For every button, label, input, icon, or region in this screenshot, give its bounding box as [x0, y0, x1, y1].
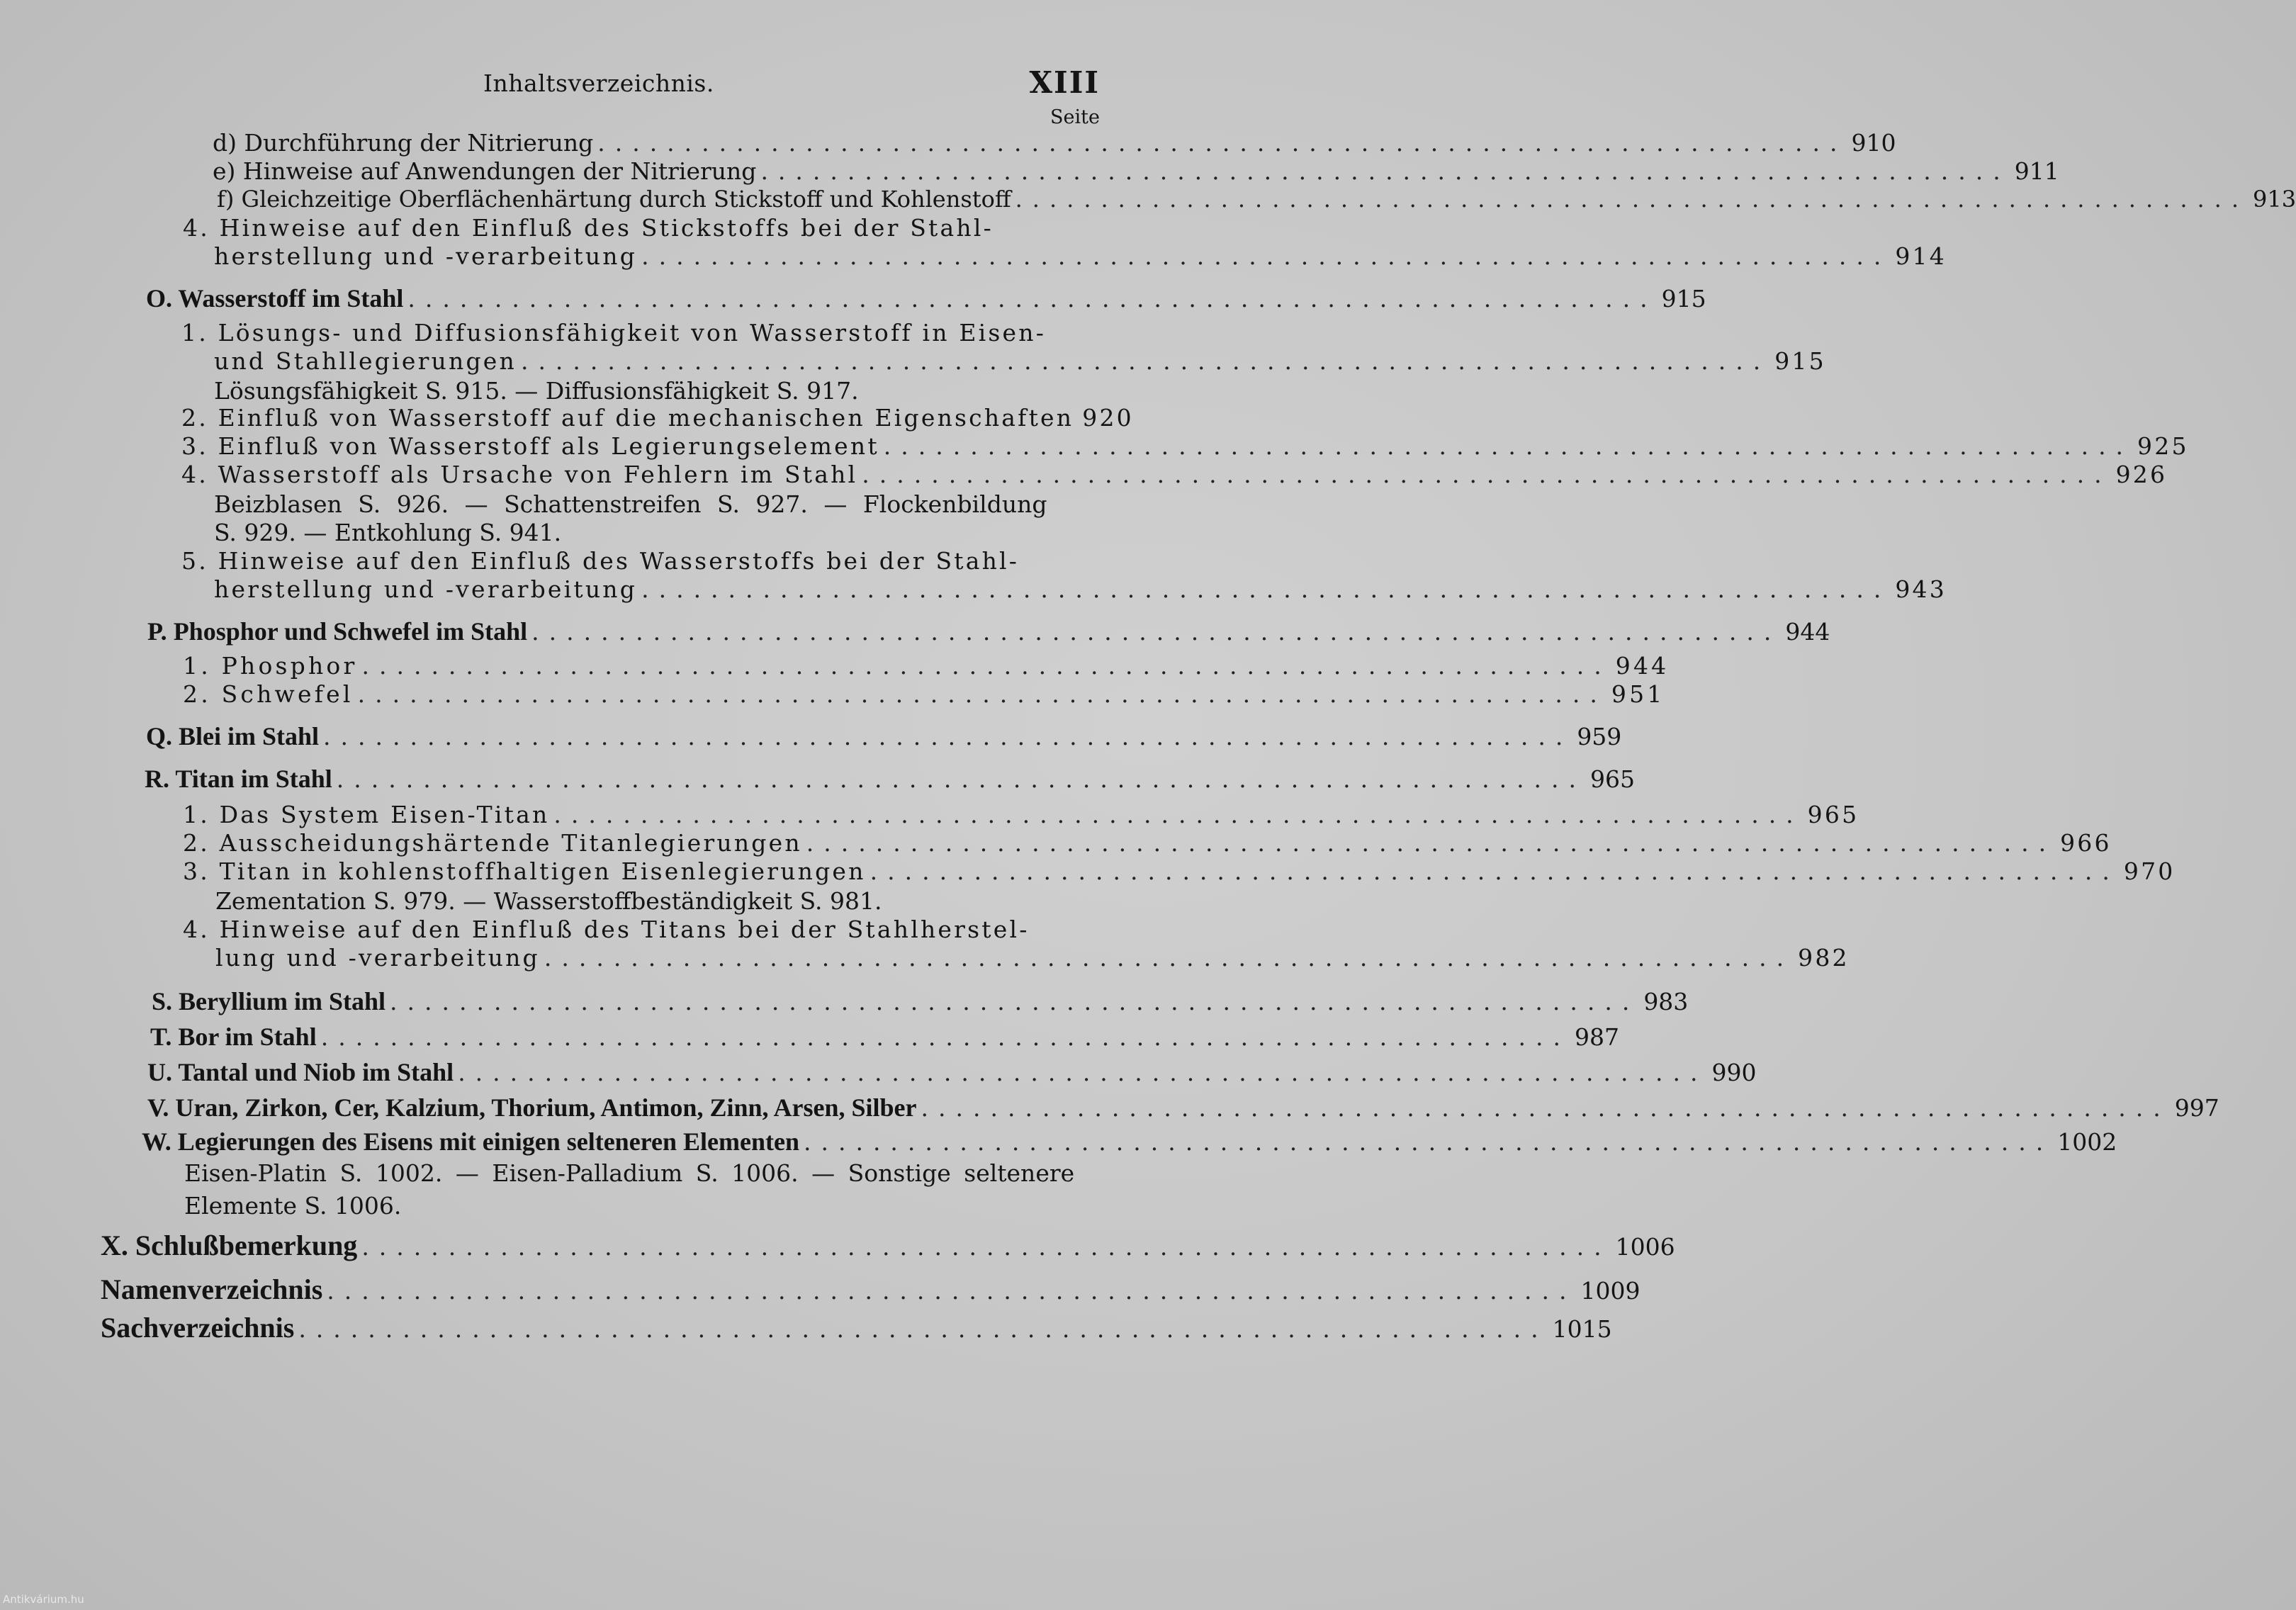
- page-ref: 926: [2115, 461, 2168, 488]
- dot-leader: ........................................................................: [553, 801, 1803, 828]
- page-ref: 965: [1590, 765, 1636, 793]
- dot-leader: ........................................................................: [1015, 186, 2249, 213]
- page-ref: 1015: [1552, 1315, 1612, 1343]
- toc-entry: f) Gleichzeitige Oberflächenhärtung durch Stickstoff und Kohlenstoff ........................................................................ 913: [217, 186, 2296, 213]
- toc-section: V. Uran, Zirkon, Cer, Kalzium, Thorium, Antimon, Zinn, Arsen, Silber ........................................................................ 997: [147, 1093, 2219, 1122]
- page-ref: 1009: [1580, 1277, 1641, 1305]
- toc-section: O. Wasserstoff im Stahl ........................................................................ 915: [146, 284, 1706, 313]
- toc-section: [101, 1311, 1612, 1344]
- toc-entry: 1. Phosphor ........................................................................ 944: [183, 652, 1670, 680]
- dot-leader: ........................................................................: [544, 944, 1794, 972]
- section-title: Tantal und Niob im Stahl: [178, 1058, 454, 1086]
- toc-entry: [215, 944, 1850, 972]
- page-ref: 925: [2137, 432, 2189, 460]
- toc-entry-line: 1. Lösungs- und Diffusionsfähigkeit von Wasserstoff in Eisen-: [181, 319, 1047, 347]
- toc-entry-line: 4. Hinweise auf den Einfluß des Stickstoffs bei der Stahl-: [183, 214, 994, 242]
- page-ref: 915: [1661, 285, 1706, 313]
- dot-leader: ........................................................................: [361, 1233, 1611, 1261]
- entry-title: Ausscheidungshärtende Titanlegierungen: [219, 829, 802, 857]
- dot-leader: ........................................................................: [803, 1128, 2054, 1156]
- entry-title: und Stahllegierungen: [214, 347, 517, 375]
- page-number: XIII: [1029, 65, 1100, 100]
- toc-section: S. Beryllium im Stahl ........................................................................ 983: [152, 987, 1689, 1015]
- dot-leader: ........................................................................: [883, 432, 2134, 460]
- subtopics-line: Beizblasen S. 926. — Schattenstreifen S. 927. — Flockenbildung: [214, 490, 1047, 518]
- page-ref: 1002: [2057, 1128, 2117, 1156]
- entry-title: Titan in kohlenstoffhaltigen Eisenlegierungen: [219, 857, 866, 885]
- watermark: Antikvárium.hu: [3, 1593, 84, 1606]
- page-ref: 910: [1851, 129, 1896, 157]
- dot-leader: ........................................................................: [870, 857, 2120, 885]
- page-ref: 1006: [1615, 1233, 1675, 1261]
- page-ref: 914: [1895, 242, 1947, 270]
- toc-entry: d) Durchführung der Nitrierung ........................................................................ 910: [213, 129, 1896, 157]
- dot-leader: ........................................................................: [320, 1023, 1570, 1051]
- toc-entry: [214, 575, 1947, 603]
- dot-leader: ........................................................................: [806, 829, 2056, 857]
- seite-column-label: Seite: [1050, 106, 1100, 128]
- section-title: Namenverzeichnis: [101, 1273, 323, 1305]
- section-title: Titan im Stahl: [175, 765, 332, 793]
- dot-leader: ........................................................................: [862, 461, 2112, 488]
- toc-entry: 2. Schwefel ........................................................................ 951: [183, 680, 1665, 708]
- dot-leader: ........................................................................: [921, 1094, 2171, 1122]
- subtopics-line: Lösungsfähigkeit S. 915. — Diffusionsfähigkeit S. 917.: [214, 377, 859, 405]
- dot-leader: ........................................................................: [458, 1059, 1708, 1086]
- toc-entry: 2. Einfluß von Wasserstoff auf die mechanischen Eigenschaften 920: [181, 404, 1134, 432]
- section-title: Sachverzeichnis: [101, 1312, 295, 1344]
- running-title: Inhaltsverzeichnis.: [483, 69, 714, 97]
- dot-leader: ........................................................................: [357, 680, 1607, 708]
- toc-entry: e) Hinweise auf Anwendungen der Nitrierung ........................................................................ 911: [213, 157, 2059, 185]
- toc-entry: 1. Das System Eisen-Titan ........................................................................ 965: [183, 801, 1859, 828]
- toc-entry: 4. Wasserstoff als Ursache von Fehlern im Stahl ........................................................................ 926: [181, 461, 2168, 488]
- dot-leader: ........................................................................: [336, 765, 1587, 793]
- entry-title: lung und -verarbeitung: [215, 944, 540, 972]
- dot-leader: ........................................................................: [390, 988, 1640, 1015]
- subtopics-line: Zementation S. 979. — Wasserstoffbeständigkeit S. 981.: [215, 887, 882, 915]
- subtopics-line: S. 929. — Entkohlung S. 941.: [214, 519, 562, 546]
- toc-entry-line: 4. Hinweise auf den Einfluß des Titans bei der Stahlherstel-: [183, 916, 1030, 943]
- page-ref: 959: [1577, 723, 1622, 750]
- page-ref: 920: [1082, 404, 1134, 432]
- page-ref: 987: [1574, 1023, 1619, 1051]
- entry-title: Das System Eisen-Titan: [219, 801, 550, 828]
- page-ref: 983: [1643, 988, 1689, 1015]
- page-ref: 997: [2174, 1094, 2219, 1122]
- page-ref: 944: [1615, 652, 1670, 680]
- section-title: Blei im Stahl: [179, 722, 320, 750]
- toc-entry: 3. Titan in kohlenstoffhaltigen Eisenlegierungen ........................................................................ 970: [183, 857, 2176, 885]
- section-title: Wasserstoff im Stahl: [178, 284, 404, 313]
- page-ref: 970: [2123, 857, 2176, 885]
- entry-title: Phosphor: [221, 652, 358, 680]
- toc-entry-line: 5. Hinweise auf den Einfluß des Wasserstoffs bei der Stahl-: [181, 547, 1020, 575]
- entry-title: herstellung und -verarbeitung: [214, 575, 638, 603]
- dot-leader: ........................................................................: [531, 618, 1782, 646]
- entry-title: Einfluß von Wasserstoff auf die mechanischen Eigenschaften: [218, 404, 1074, 432]
- entry-title: Schwefel: [221, 680, 354, 708]
- toc-section: P. Phosphor und Schwefel im Stahl ........................................................................ 944: [147, 617, 1830, 646]
- dot-leader: ........................................................................: [327, 1277, 1577, 1305]
- page-ref: 911: [2014, 157, 2059, 185]
- entry-title: Gleichzeitige Oberflächenhärtung durch Stickstoff und Kohlenstoff: [241, 186, 1011, 213]
- section-title: Schlußbemerkung: [135, 1229, 358, 1261]
- dot-leader: ........................................................................: [760, 157, 2010, 185]
- dot-leader: ........................................................................: [361, 652, 1611, 680]
- dot-leader: ........................................................................: [323, 723, 1573, 750]
- dot-leader: ........................................................................: [298, 1315, 1548, 1343]
- page-ref: 943: [1895, 575, 1947, 603]
- page-ref: 944: [1785, 618, 1830, 646]
- entry-title: Wasserstoff als Ursache von Fehlern im Stahl: [218, 461, 858, 488]
- page-header: [0, 65, 1208, 105]
- entry-title: Durchführung der Nitrierung: [244, 129, 594, 157]
- section-title: Legierungen des Eisens mit einigen selteneren Elementen: [177, 1127, 799, 1156]
- dot-leader: ........................................................................: [520, 347, 1771, 375]
- toc-section: T. Bor im Stahl ........................................................................ 987: [150, 1023, 1619, 1051]
- subtopics-line: Eisen-Platin S. 1002. — Eisen-Palladium S. 1006. — Sonstige seltenere: [184, 1159, 1075, 1187]
- page-ref: 990: [1711, 1059, 1757, 1086]
- subtopics-line: Elemente S. 1006.: [184, 1192, 402, 1220]
- toc-section: U. Tantal und Niob im Stahl ........................................................................ 990: [147, 1058, 1757, 1086]
- page-ref: 913: [2253, 186, 2296, 213]
- page-ref: 966: [2060, 829, 2112, 857]
- toc-section: W. Legierungen des Eisens mit einigen selteneren Elementen ........................................................................ 1002: [142, 1127, 2117, 1156]
- toc-section: X. Schlußbemerkung ........................................................................ 1006: [101, 1229, 1675, 1261]
- entry-title: Einfluß von Wasserstoff als Legierungselement: [218, 432, 879, 460]
- section-title: Phosphor und Schwefel im Stahl: [173, 617, 528, 646]
- toc-entry: 2. Ausscheidungshärtende Titanlegierungen ........................................................................ 966: [183, 829, 2112, 857]
- dot-leader: ........................................................................: [407, 285, 1658, 313]
- toc-entry: [214, 347, 1826, 375]
- toc-section: Q. Blei im Stahl ........................................................................ 959: [146, 722, 1622, 750]
- page-ref: 982: [1798, 944, 1850, 972]
- dot-leader: ........................................................................: [641, 575, 1891, 603]
- toc-entry: 3. Einfluß von Wasserstoff als Legierungselement ........................................................................ 925: [181, 432, 2189, 460]
- entry-title: herstellung und -verarbeitung: [214, 242, 638, 270]
- dot-leader: ........................................................................: [597, 129, 1847, 157]
- section-title: Bor im Stahl: [178, 1023, 317, 1051]
- toc-section: [101, 1273, 1641, 1306]
- page-ref: 915: [1774, 347, 1826, 375]
- toc-section: R. Titan im Stahl ........................................................................ 965: [145, 765, 1636, 793]
- dot-leader: ........................................................................: [641, 242, 1891, 270]
- section-title: Uran, Zirkon, Cer, Kalzium, Thorium, Antimon, Zinn, Arsen, Silber: [175, 1093, 917, 1122]
- page-ref: 965: [1807, 801, 1859, 828]
- entry-title: Hinweise auf Anwendungen der Nitrierung: [242, 157, 757, 185]
- toc-entry: [214, 242, 1947, 270]
- section-title: Beryllium im Stahl: [179, 987, 386, 1015]
- page-ref: 951: [1611, 680, 1665, 708]
